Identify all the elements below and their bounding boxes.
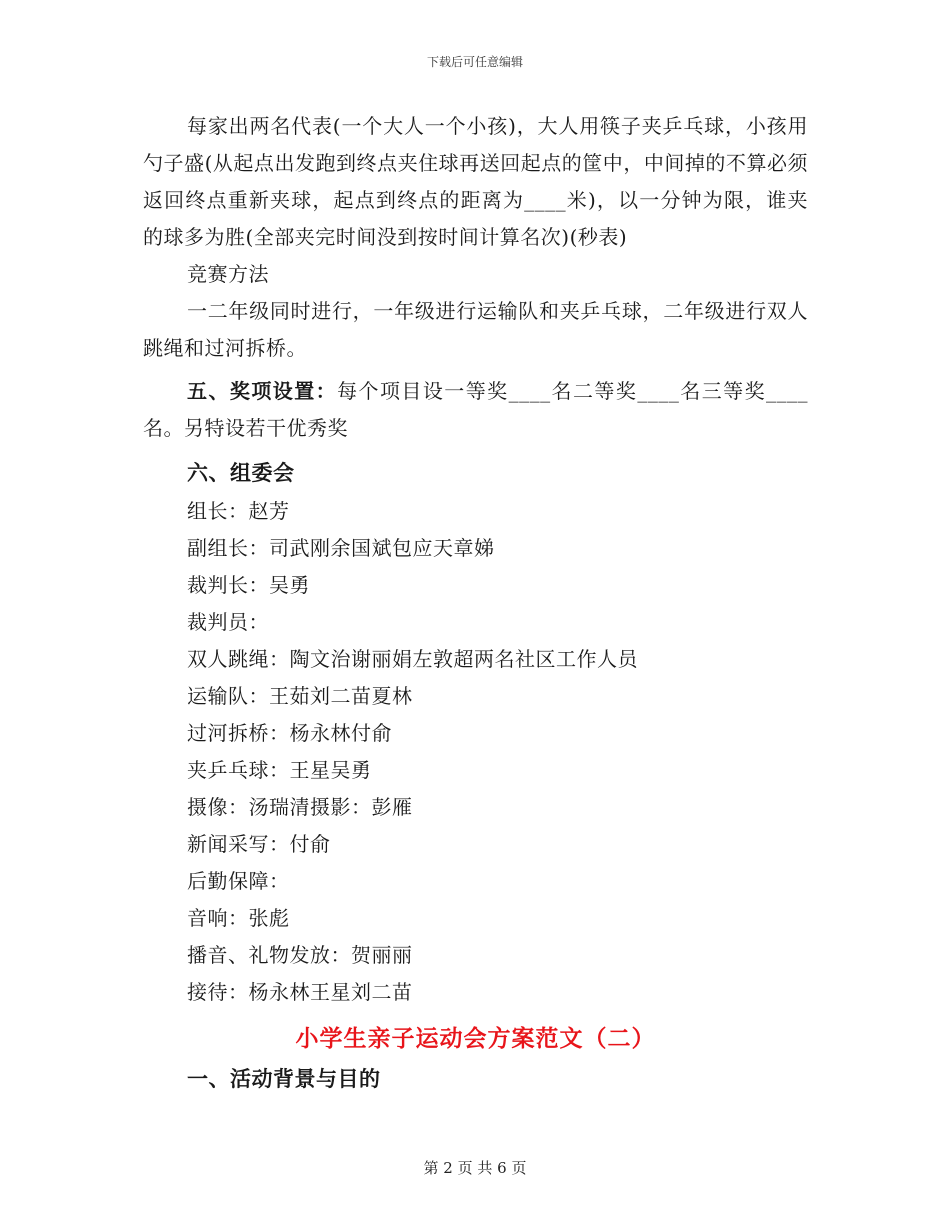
committee-title: 六、组委会 [187,460,295,485]
committee-line: 裁判员： [187,610,269,634]
page-footer: 第 2 页 共 6 页 [423,1159,527,1177]
page-header: 下载后可任意编辑 [426,55,523,69]
committee-line: 摄像：汤瑞清摄影：彭雁 [187,795,413,819]
committee-line: 接待：杨永林王星刘二苗 [187,980,413,1004]
committee-line: 组长：赵芳 [187,499,290,523]
method-title: 竞赛方法 [187,262,269,286]
committee-line: 过河拆桥：杨永林付俞 [187,721,392,745]
committee-line: 夹乒乓球：王星吴勇 [187,758,372,782]
awards-label: 五、奖项设置： [187,379,338,403]
awards-text: 每个项目设一等奖____名二等奖____名三等奖____名。另特设若干优秀奖 [143,379,809,440]
paragraph-rules: 每家出两名代表(一个大人一个小孩)，大人用筷子夹乒乓球，小孩用勺子盛(从起点出发跑到终点夹住球再送回起点的筐中，中间掉的不算必须返回终点重新夹球，起点到终点的距离为____米)，以一分钟为限，谁夹的球多为胜(全部夹完时间没到按时间计算名次)(秒表) [143,114,808,249]
committee-line: 双人跳绳：陶文治谢丽娟左敦超两名社区工作人员 [187,647,638,671]
paragraph-method: 一二年级同时进行，一年级进行运输队和夹乒乓球，二年级进行双人跳绳和过河拆桥。 [143,299,808,360]
committee-line: 音响：张彪 [187,906,290,930]
section-subheading: 一、活动背景与目的 [187,1066,381,1091]
committee-line: 播音、礼物发放：贺丽丽 [187,943,413,967]
document-body [143,108,808,1099]
paragraph-awards [143,373,808,447]
section-title: 小学生亲子运动会方案范文（二） [295,1025,656,1052]
committee-line: 后勤保障： [187,869,290,893]
committee-line: 裁判长：吴勇 [187,573,310,597]
committee-line: 副组长：司武刚余国斌包应天章娣 [187,536,495,560]
committee-line: 运输队：王茹刘二苗夏林 [187,684,413,708]
committee-line: 新闻采写：付俞 [187,832,331,856]
